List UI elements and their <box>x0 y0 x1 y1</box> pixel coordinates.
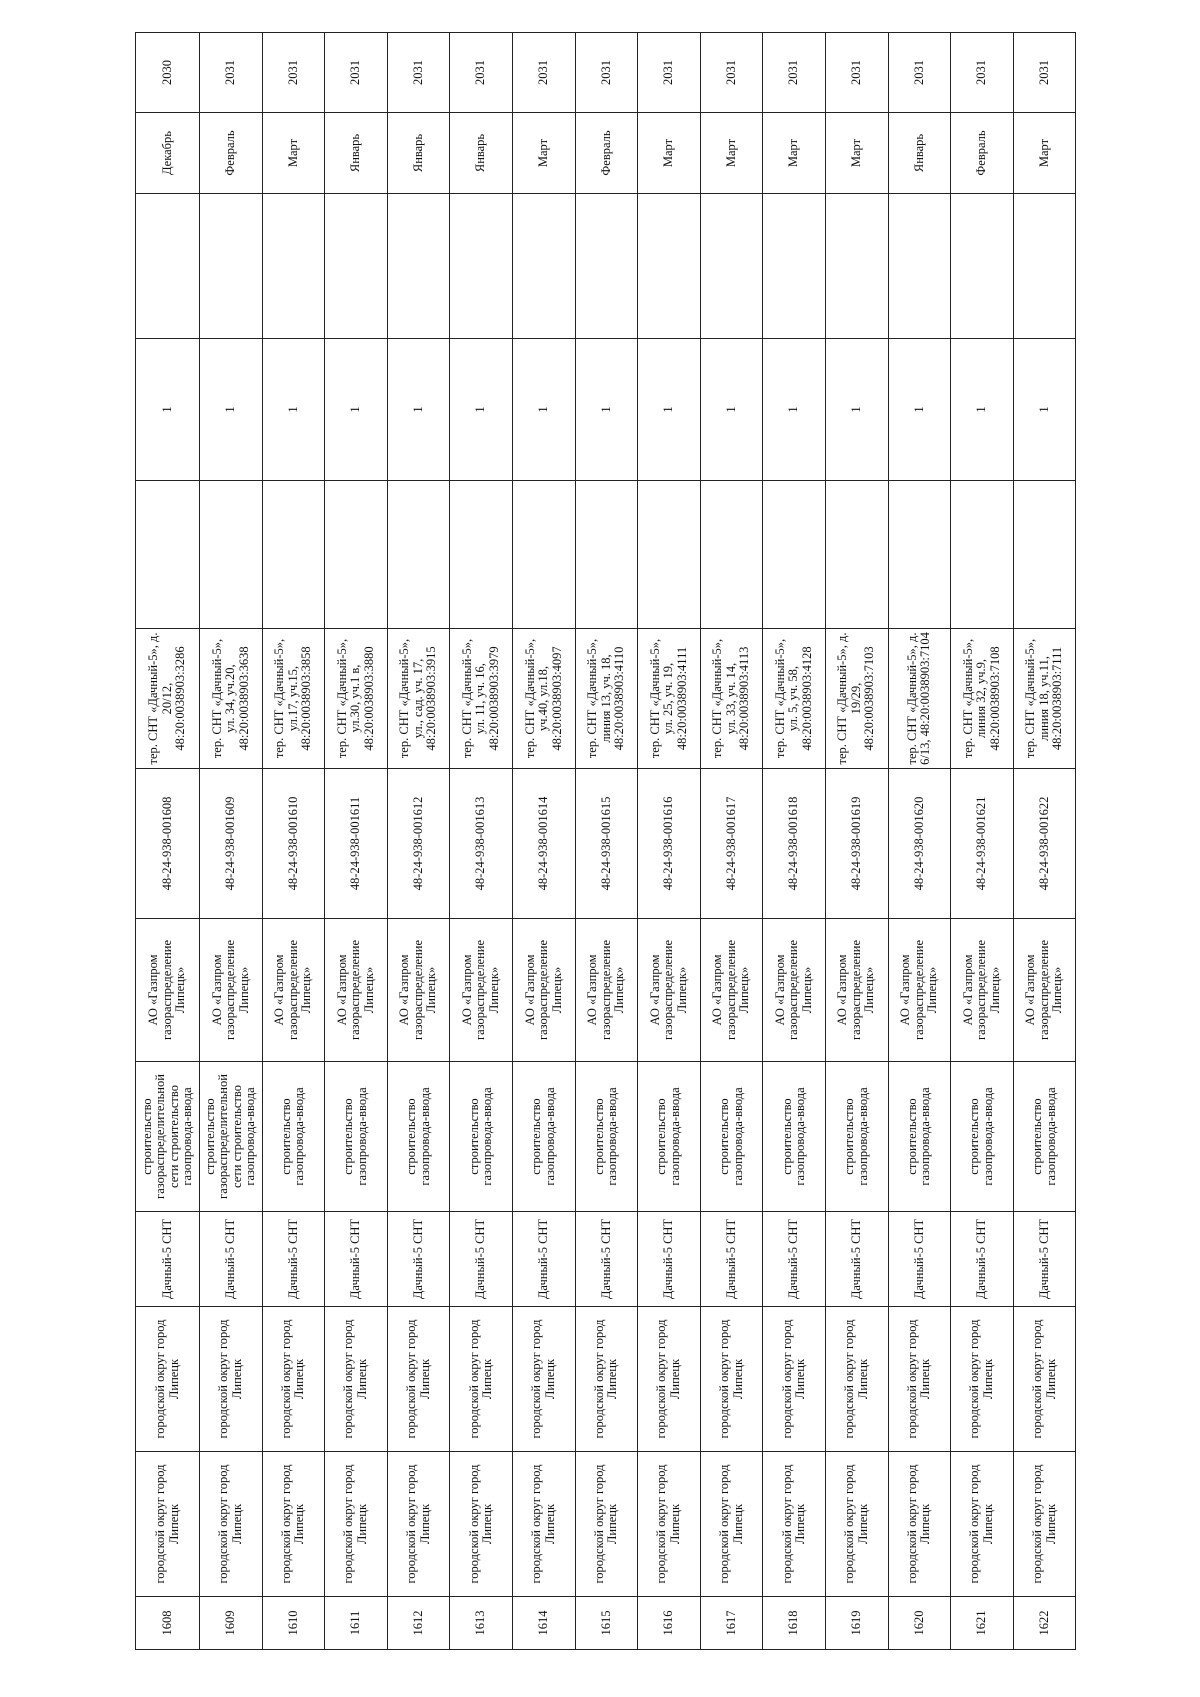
locality-cell: городской округ город Липецк <box>951 1307 1014 1452</box>
address-cell: тер. СНТ «Дачный-5», ул.17, уч.15, 48:20:0038903:3858 <box>262 629 325 769</box>
table-row <box>888 33 951 1650</box>
snt-cell: Дачный-5 СНТ <box>763 1212 826 1307</box>
locality-cell: городской округ город Липецк <box>1013 1307 1076 1452</box>
district-cell: городской округ город Липецк <box>325 1452 388 1597</box>
address-cell: тер. СНТ «Дачный-5», линия 18, уч.11, 48:20:0038903:7111 <box>1013 629 1076 769</box>
address-cell: тер. СНТ «Дачный-5», д. 20/12, 48:20:0038903:3286 <box>136 629 200 769</box>
row-number: 1616 <box>638 1597 701 1650</box>
row-number: 1614 <box>512 1597 575 1650</box>
extra-cell <box>638 481 701 629</box>
snt-cell: Дачный-5 СНТ <box>951 1212 1014 1307</box>
extra-cell <box>763 481 826 629</box>
snt-cell: Дачный-5 СНТ <box>1013 1212 1076 1307</box>
snt-cell: Дачный-5 СНТ <box>575 1212 638 1307</box>
table-row <box>825 33 888 1650</box>
district-cell: городской округ город Липецк <box>700 1452 763 1597</box>
month-cell: Март <box>638 113 701 194</box>
organization-cell: АО «Газпром газораспределение Липецк» <box>700 919 763 1062</box>
locality-cell: городской округ город Липецк <box>825 1307 888 1452</box>
table-row <box>512 33 575 1650</box>
table-row <box>200 33 263 1650</box>
district-cell: городской округ город Липецк <box>450 1452 513 1597</box>
year-cell: 2031 <box>512 33 575 113</box>
address-cell: тер. СНТ «Дачный-5», линия 13, уч. 18, 48:20:0038903:4110 <box>575 629 638 769</box>
row-number: 1622 <box>1013 1597 1076 1650</box>
table-row <box>763 33 826 1650</box>
month-cell: Март <box>825 113 888 194</box>
work-type-cell: строительство газопровода-ввода <box>575 1062 638 1212</box>
snt-cell: Дачный-5 СНТ <box>387 1212 450 1307</box>
work-type-cell: строительство газопровода-ввода <box>512 1062 575 1212</box>
month-cell: Март <box>1013 113 1076 194</box>
quantity-cell: 1 <box>387 339 450 481</box>
table-body <box>136 33 1076 1650</box>
table-row <box>575 33 638 1650</box>
blank-cell <box>763 194 826 339</box>
month-cell: Март <box>700 113 763 194</box>
month-cell: Январь <box>325 113 388 194</box>
year-cell: 2031 <box>951 33 1014 113</box>
row-number: 1615 <box>575 1597 638 1650</box>
month-cell: Февраль <box>200 113 263 194</box>
table-row <box>387 33 450 1650</box>
table-row <box>262 33 325 1650</box>
work-type-cell: строительство газопровода-ввода <box>1013 1062 1076 1212</box>
quantity-cell: 1 <box>825 339 888 481</box>
row-number: 1620 <box>888 1597 951 1650</box>
extra-cell <box>700 481 763 629</box>
year-cell: 2031 <box>450 33 513 113</box>
month-cell: Январь <box>888 113 951 194</box>
organization-cell: АО «Газпром газораспределение Липецк» <box>1013 919 1076 1062</box>
blank-cell <box>1013 194 1076 339</box>
table-row <box>325 33 388 1650</box>
extra-cell <box>575 481 638 629</box>
locality-cell: городской округ город Липецк <box>262 1307 325 1452</box>
organization-cell: АО «Газпром газораспределение Липецк» <box>888 919 951 1062</box>
district-cell: городской округ город Липецк <box>387 1452 450 1597</box>
work-type-cell: строительство газопровода-ввода <box>325 1062 388 1212</box>
object-code-cell: 48-24-938-001608 <box>136 769 200 919</box>
quantity-cell: 1 <box>1013 339 1076 481</box>
organization-cell: АО «Газпром газораспределение Липецк» <box>638 919 701 1062</box>
district-cell: городской округ город Липецк <box>575 1452 638 1597</box>
address-cell: тер. СНТ «Дачный-5», ул. 11, уч. 16, 48:20:0038903:3979 <box>450 629 513 769</box>
quantity-cell: 1 <box>136 339 200 481</box>
district-cell: городской округ город Липецк <box>262 1452 325 1597</box>
work-type-cell: строительство газопровода-ввода <box>951 1062 1014 1212</box>
quantity-cell: 1 <box>450 339 513 481</box>
locality-cell: городской округ город Липецк <box>763 1307 826 1452</box>
year-cell: 2031 <box>575 33 638 113</box>
year-cell: 2031 <box>387 33 450 113</box>
district-cell: городской округ город Липецк <box>763 1452 826 1597</box>
year-cell: 2031 <box>1013 33 1076 113</box>
blank-cell <box>825 194 888 339</box>
address-cell: тер. СНТ «Дачный-5», линия 32, уч.9, 48:20:0038903:7108 <box>951 629 1014 769</box>
object-code-cell: 48-24-938-001621 <box>951 769 1014 919</box>
row-number: 1609 <box>200 1597 263 1650</box>
row-number: 1621 <box>951 1597 1014 1650</box>
snt-cell: Дачный-5 СНТ <box>700 1212 763 1307</box>
extra-cell <box>200 481 263 629</box>
row-number: 1619 <box>825 1597 888 1650</box>
month-cell: Декабрь <box>136 113 200 194</box>
address-cell: тер. СНТ «Дачный-5», ул.30, уч.1 в, 48:20:0038903:3880 <box>325 629 388 769</box>
quantity-cell: 1 <box>951 339 1014 481</box>
work-type-cell: строительство газораспределительной сети строительство газопровода-ввода <box>200 1062 263 1212</box>
object-code-cell: 48-24-938-001619 <box>825 769 888 919</box>
object-code-cell: 48-24-938-001609 <box>200 769 263 919</box>
district-cell: городской округ город Липецк <box>136 1452 200 1597</box>
year-cell: 2031 <box>325 33 388 113</box>
extra-cell <box>450 481 513 629</box>
extra-cell <box>1013 481 1076 629</box>
extra-cell <box>951 481 1014 629</box>
organization-cell: АО «Газпром газораспределение Липецк» <box>951 919 1014 1062</box>
quantity-cell: 1 <box>700 339 763 481</box>
address-cell: тер. СНТ «Дачный-5», ул. 25, уч. 19, 48:20:0038903:4111 <box>638 629 701 769</box>
district-cell: городской округ город Липецк <box>951 1452 1014 1597</box>
month-cell: Февраль <box>575 113 638 194</box>
blank-cell <box>638 194 701 339</box>
table-row <box>450 33 513 1650</box>
quantity-cell: 1 <box>325 339 388 481</box>
locality-cell: городской округ город Липецк <box>575 1307 638 1452</box>
object-code-cell: 48-24-938-001612 <box>387 769 450 919</box>
district-cell: городской округ город Липецк <box>1013 1452 1076 1597</box>
object-code-cell: 48-24-938-001618 <box>763 769 826 919</box>
address-cell: тер. СНТ «Дачный-5», ул. 33, уч. 14, 48:20:0038903:4113 <box>700 629 763 769</box>
district-cell: городской округ город Липецк <box>825 1452 888 1597</box>
object-code-cell: 48-24-938-001614 <box>512 769 575 919</box>
month-cell: Март <box>512 113 575 194</box>
row-number: 1612 <box>387 1597 450 1650</box>
organization-cell: АО «Газпром газораспределение Липецк» <box>200 919 263 1062</box>
address-cell: тер. СНТ «Дачный-5», ул., сад. уч. 17, 48:20:0038903:3915 <box>387 629 450 769</box>
work-type-cell: строительство газопровода-ввода <box>638 1062 701 1212</box>
row-number: 1613 <box>450 1597 513 1650</box>
blank-cell <box>200 194 263 339</box>
organization-cell: АО «Газпром газораспределение Липецк» <box>136 919 200 1062</box>
snt-cell: Дачный-5 СНТ <box>825 1212 888 1307</box>
address-cell: тер. СНТ «Дачный-5», д. 6/13, 48:20:0038903:7104 <box>888 629 951 769</box>
work-type-cell: строительство газопровода-ввода <box>700 1062 763 1212</box>
organization-cell: АО «Газпром газораспределение Липецк» <box>325 919 388 1062</box>
year-cell: 2031 <box>262 33 325 113</box>
locality-cell: городской округ город Липецк <box>450 1307 513 1452</box>
year-cell: 2031 <box>825 33 888 113</box>
district-cell: городской округ город Липецк <box>200 1452 263 1597</box>
district-cell: городской округ город Липецк <box>888 1452 951 1597</box>
address-cell: тер. СНТ «Дачный-5», ул. 5, уч. 58, 48:20:0038903:4128 <box>763 629 826 769</box>
table-row <box>700 33 763 1650</box>
gasification-schedule-table <box>135 32 1076 1650</box>
snt-cell: Дачный-5 СНТ <box>325 1212 388 1307</box>
work-type-cell: строительство газопровода-ввода <box>763 1062 826 1212</box>
work-type-cell: строительство газораспределительной сети строительство газопровода-ввода <box>136 1062 200 1212</box>
blank-cell <box>136 194 200 339</box>
organization-cell: АО «Газпром газораспределение Липецк» <box>825 919 888 1062</box>
extra-cell <box>325 481 388 629</box>
object-code-cell: 48-24-938-001615 <box>575 769 638 919</box>
object-code-cell: 48-24-938-001613 <box>450 769 513 919</box>
rotated-table-wrapper <box>135 60 1075 1650</box>
month-cell: Февраль <box>951 113 1014 194</box>
object-code-cell: 48-24-938-001611 <box>325 769 388 919</box>
blank-cell <box>387 194 450 339</box>
blank-cell <box>700 194 763 339</box>
district-cell: городской округ город Липецк <box>512 1452 575 1597</box>
extra-cell <box>825 481 888 629</box>
row-number: 1618 <box>763 1597 826 1650</box>
month-cell: Январь <box>387 113 450 194</box>
extra-cell <box>888 481 951 629</box>
quantity-cell: 1 <box>763 339 826 481</box>
snt-cell: Дачный-5 СНТ <box>888 1212 951 1307</box>
quantity-cell: 1 <box>575 339 638 481</box>
blank-cell <box>325 194 388 339</box>
locality-cell: городской округ город Липецк <box>387 1307 450 1452</box>
quantity-cell: 1 <box>262 339 325 481</box>
work-type-cell: строительство газопровода-ввода <box>825 1062 888 1212</box>
year-cell: 2031 <box>763 33 826 113</box>
work-type-cell: строительство газопровода-ввода <box>450 1062 513 1212</box>
object-code-cell: 48-24-938-001620 <box>888 769 951 919</box>
snt-cell: Дачный-5 СНТ <box>512 1212 575 1307</box>
month-cell: Январь <box>450 113 513 194</box>
year-cell: 2031 <box>888 33 951 113</box>
work-type-cell: строительство газопровода-ввода <box>262 1062 325 1212</box>
organization-cell: АО «Газпром газораспределение Липецк» <box>387 919 450 1062</box>
address-cell: тер. СНТ «Дачный-5», д. 19/29, 48:20:0038903:7103 <box>825 629 888 769</box>
year-cell: 2030 <box>136 33 200 113</box>
table-row <box>136 33 200 1650</box>
locality-cell: городской округ город Липецк <box>638 1307 701 1452</box>
address-cell: тер. СНТ «Дачный-5», уч.40, ул.18, 48:20:0038903:4097 <box>512 629 575 769</box>
work-type-cell: строительство газопровода-ввода <box>387 1062 450 1212</box>
work-type-cell: строительство газопровода-ввода <box>888 1062 951 1212</box>
snt-cell: Дачный-5 СНТ <box>638 1212 701 1307</box>
table-row <box>951 33 1014 1650</box>
organization-cell: АО «Газпром газораспределение Липецк» <box>450 919 513 1062</box>
year-cell: 2031 <box>638 33 701 113</box>
blank-cell <box>450 194 513 339</box>
address-cell: тер. СНТ «Дачный-5», ул. 34, уч.20, 48:20:0038903:3638 <box>200 629 263 769</box>
blank-cell <box>262 194 325 339</box>
year-cell: 2031 <box>700 33 763 113</box>
locality-cell: городской округ город Липецк <box>700 1307 763 1452</box>
locality-cell: городской округ город Липецк <box>325 1307 388 1452</box>
snt-cell: Дачный-5 СНТ <box>200 1212 263 1307</box>
locality-cell: городской округ город Липецк <box>888 1307 951 1452</box>
locality-cell: городской округ город Липецк <box>512 1307 575 1452</box>
extra-cell <box>262 481 325 629</box>
row-number: 1617 <box>700 1597 763 1650</box>
object-code-cell: 48-24-938-001622 <box>1013 769 1076 919</box>
year-cell: 2031 <box>200 33 263 113</box>
quantity-cell: 1 <box>638 339 701 481</box>
row-number: 1608 <box>136 1597 200 1650</box>
blank-cell <box>888 194 951 339</box>
blank-cell <box>512 194 575 339</box>
snt-cell: Дачный-5 СНТ <box>262 1212 325 1307</box>
snt-cell: Дачный-5 СНТ <box>450 1212 513 1307</box>
object-code-cell: 48-24-938-001617 <box>700 769 763 919</box>
blank-cell <box>951 194 1014 339</box>
extra-cell <box>136 481 200 629</box>
extra-cell <box>387 481 450 629</box>
month-cell: Март <box>763 113 826 194</box>
object-code-cell: 48-24-938-001610 <box>262 769 325 919</box>
quantity-cell: 1 <box>512 339 575 481</box>
organization-cell: АО «Газпром газораспределение Липецк» <box>575 919 638 1062</box>
snt-cell: Дачный-5 СНТ <box>136 1212 200 1307</box>
quantity-cell: 1 <box>888 339 951 481</box>
organization-cell: АО «Газпром газораспределение Липецк» <box>763 919 826 1062</box>
organization-cell: АО «Газпром газораспределение Липецк» <box>262 919 325 1062</box>
organization-cell: АО «Газпром газораспределение Липецк» <box>512 919 575 1062</box>
district-cell: городской округ город Липецк <box>638 1452 701 1597</box>
table-row <box>1013 33 1076 1650</box>
blank-cell <box>575 194 638 339</box>
extra-cell <box>512 481 575 629</box>
month-cell: Март <box>262 113 325 194</box>
object-code-cell: 48-24-938-001616 <box>638 769 701 919</box>
locality-cell: городской округ город Липецк <box>200 1307 263 1452</box>
quantity-cell: 1 <box>200 339 263 481</box>
row-number: 1611 <box>325 1597 388 1650</box>
row-number: 1610 <box>262 1597 325 1650</box>
locality-cell: городской округ город Липецк <box>136 1307 200 1452</box>
table-row <box>638 33 701 1650</box>
